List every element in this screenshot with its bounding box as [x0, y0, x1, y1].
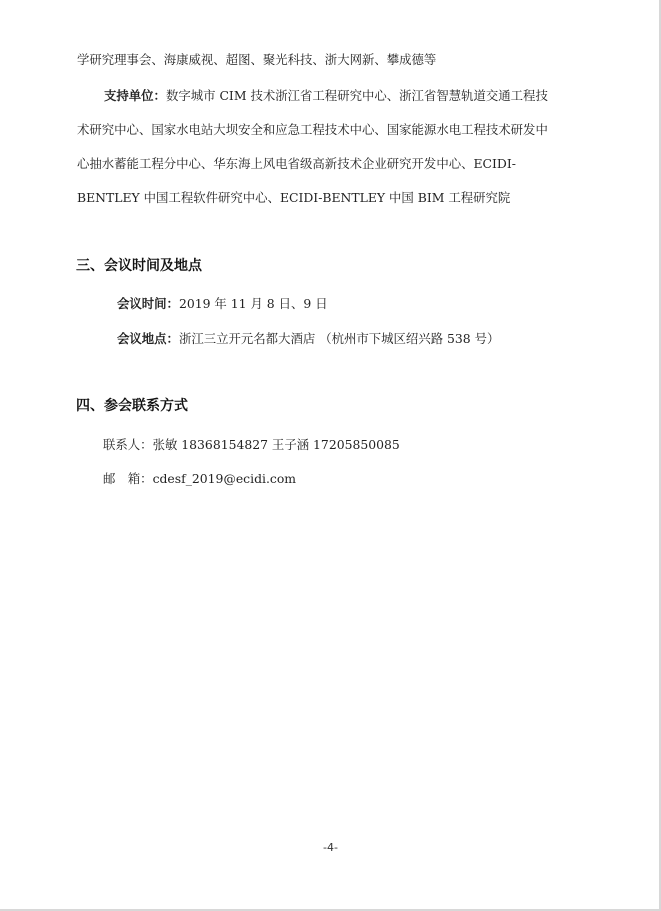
support-units-line-4: BENTLEY 中国工程软件研究中心、ECIDI-BENTLEY 中国 BIM 工程研究院 — [77, 190, 511, 205]
contact-person-label: 联系人： — [103, 437, 153, 452]
meeting-time-label: 会议时间： — [117, 296, 179, 311]
section-heading-contact: 四、参会联系方式 — [76, 398, 188, 414]
organizers-tail-text: 学研究理事会、海康威视、超图、聚光科技、浙大网新、攀成德等 — [77, 52, 437, 67]
contact-person-line — [103, 437, 400, 453]
support-units-text-1: 数字城市 CIM 技术浙江省工程研究中心、浙江省智慧轨道交通工程技 — [165, 88, 548, 103]
support-units-line-2: 术研究中心、国家水电站大坝安全和应急工程技术中心、国家能源水电工程技术研发中 — [77, 122, 548, 137]
section-heading-time-venue: 三、会议时间及地点 — [76, 258, 202, 274]
support-units-line-1 — [104, 88, 548, 104]
support-units-label: 支持单位： — [104, 88, 166, 103]
contact-email-label: 邮 箱： — [103, 471, 153, 486]
contact-email-line — [103, 471, 296, 487]
meeting-time-line — [117, 296, 328, 312]
page-number: -4- — [323, 841, 338, 854]
meeting-venue-line — [117, 331, 499, 347]
meeting-time-value: 2019 年 11 月 8 日、9 日 — [178, 296, 328, 311]
contact-email-value: cdesf_2019@ecidi.com — [152, 471, 297, 486]
meeting-venue-label: 会议地点： — [117, 331, 179, 346]
meeting-venue-value: 浙江三立开元名都大酒店 （杭州市下城区绍兴路 538 号） — [178, 331, 500, 346]
support-units-line-3: 心抽水蓄能工程分中心、华东海上风电省级高新技术企业研究开发中心、ECIDI- — [77, 156, 516, 171]
contact-person-value: 张敏 18368154827 王子涵 17205850085 — [152, 437, 400, 452]
